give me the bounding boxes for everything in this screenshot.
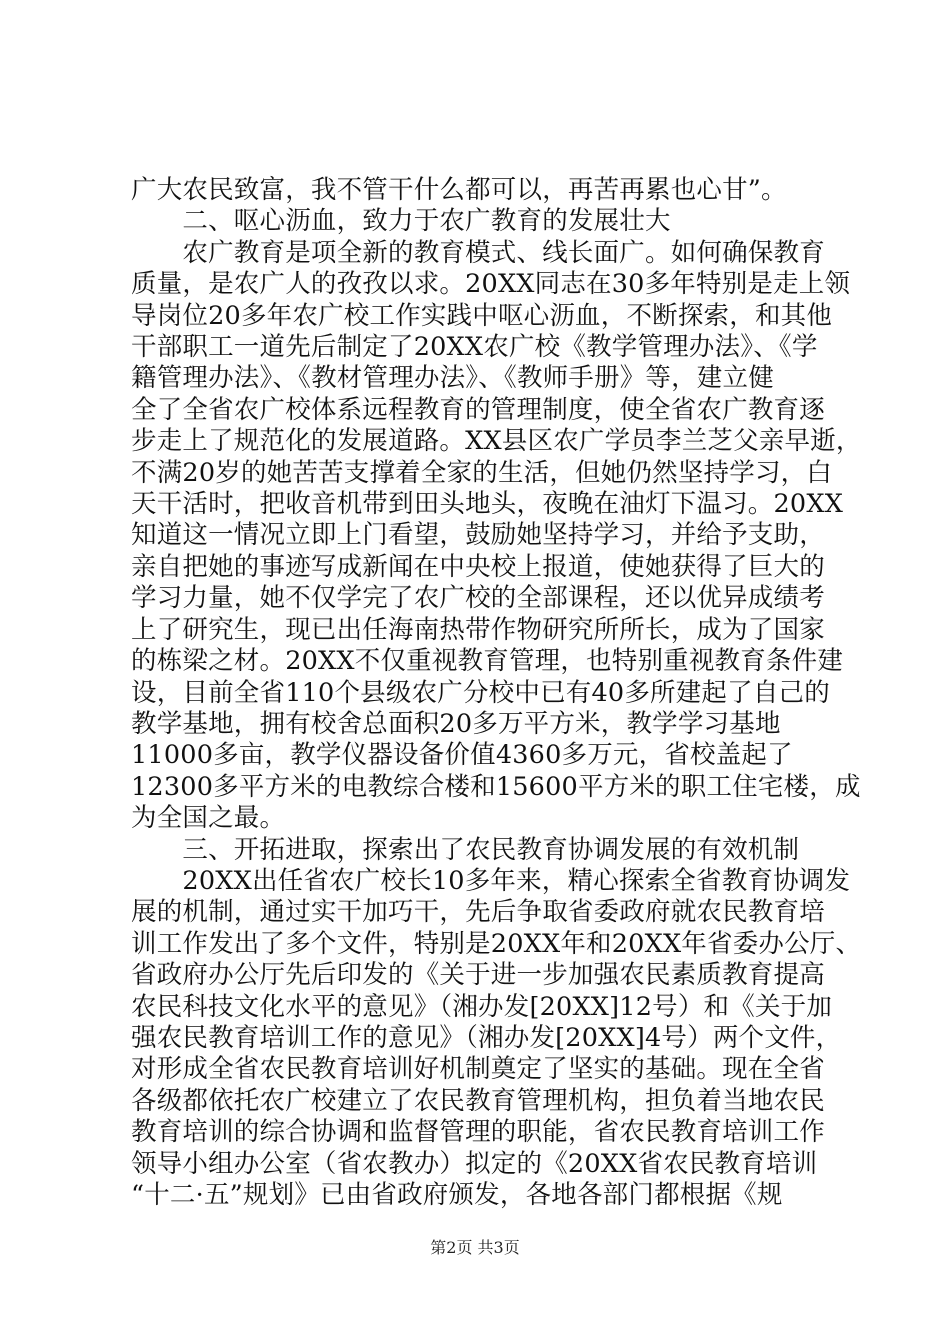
text-line: 教学基地，拥有校舍总面积20多万平方米，教学学习基地 <box>131 709 781 739</box>
text-line: 步走上了规范化的发展道路。XX县区农广学员李兰芝父亲早逝， <box>131 426 862 456</box>
text-line: 省政府办公厅先后印发的《关于进一步加强农民素质教育提高 <box>131 960 825 990</box>
text-line: 不满20岁的她苦苦支撑着全家的生活，但她仍然坚持学习，白 <box>131 458 833 488</box>
text-line: 籍管理办法》、《教材管理办法》、《教师手册》等，建立健 <box>131 363 774 393</box>
text-line: 的栋梁之材。20XX不仅重视教育管理，也特别重视教育条件建 <box>131 646 844 676</box>
text-line: 上了研究生，现已出任海南热带作物研究所所长，成为了国家 <box>131 615 825 645</box>
text-line: 各级都依托农广校建立了农民教育管理机构，担负着当地农民 <box>131 1086 825 1116</box>
text-line: 强农民教育培训工作的意见》（湘办发[20XX]4号）两个文件， <box>131 1023 842 1053</box>
text-line: 展的机制，通过实干加巧干，先后争取省委政府就农民教育培 <box>131 897 825 927</box>
page-footer: 第2页 共3页 <box>430 1238 520 1257</box>
text-line: 训工作发出了多个文件，特别是20XX年和20XX年省委办公厅、 <box>131 929 862 959</box>
text-line: 天干活时，把收音机带到田头地头，夜晚在油灯下温习。20XX <box>131 489 844 519</box>
text-line: 广大农民致富，我不管干什么都可以，再苦再累也心甘”。 <box>131 175 787 205</box>
text-line: 知道这一情况立即上门看望，鼓励她坚持学习，并给予支助， <box>131 520 825 550</box>
text-line: 亲自把她的事迹写成新闻在中央校上报道，使她获得了巨大的 <box>131 552 825 582</box>
text-line: 教育培训的综合协调和监督管理的职能，省农民教育培训工作 <box>131 1117 825 1147</box>
text-line: 全了全省农广校体系远程教育的管理制度，使全省农广教育逐 <box>131 395 825 425</box>
text-line: 农广教育是项全新的教育模式、线长面广。如何确保教育 <box>131 238 825 268</box>
section-heading: 三、开拓进取，探索出了农民教育协调发展的有效机制 <box>131 835 800 865</box>
text-line: “十二·五”规划》已由省政府颁发，各地各部门都根据《规 <box>131 1180 783 1210</box>
text-line: 质量，是农广人的孜孜以求。20XX同志在30多年特别是走上领 <box>131 269 851 299</box>
text-line: 领导小组办公室（省农教办）拟定的《20XX省农民教育培训 <box>131 1149 818 1179</box>
text-line: 导岗位20多年农广校工作实践中呕心沥血，不断探索，和其他 <box>131 301 833 331</box>
text-line: 为全国之最。 <box>131 803 286 833</box>
text-line: 设，目前全省110个县级农广分校中已有40多所建起了自己的 <box>131 678 830 708</box>
text-line: 农民科技文化水平的意见》（湘办发[20XX]12号）和《关于加 <box>131 992 833 1022</box>
text-line: 学习力量，她不仅学完了农广校的全部课程，还以优异成绩考 <box>131 583 825 613</box>
text-line: 20XX出任省农广校长10多年来，精心探索全省教育协调发 <box>131 866 851 896</box>
section-heading: 二、呕心沥血，致力于农广教育的发展壮大 <box>131 206 671 236</box>
text-line: 干部职工一道先后制定了20XX农广校《教学管理办法》、《学 <box>131 332 818 362</box>
text-line: 11000多亩，教学仪器设备价值4360多万元，省校盖起了 <box>131 740 793 770</box>
text-line: 对形成全省农民教育培训好机制奠定了坚实的基础。现在全省 <box>131 1054 825 1084</box>
text-line: 12300多平方米的电教综合楼和15600平方米的职工住宅楼，成 <box>131 772 861 802</box>
